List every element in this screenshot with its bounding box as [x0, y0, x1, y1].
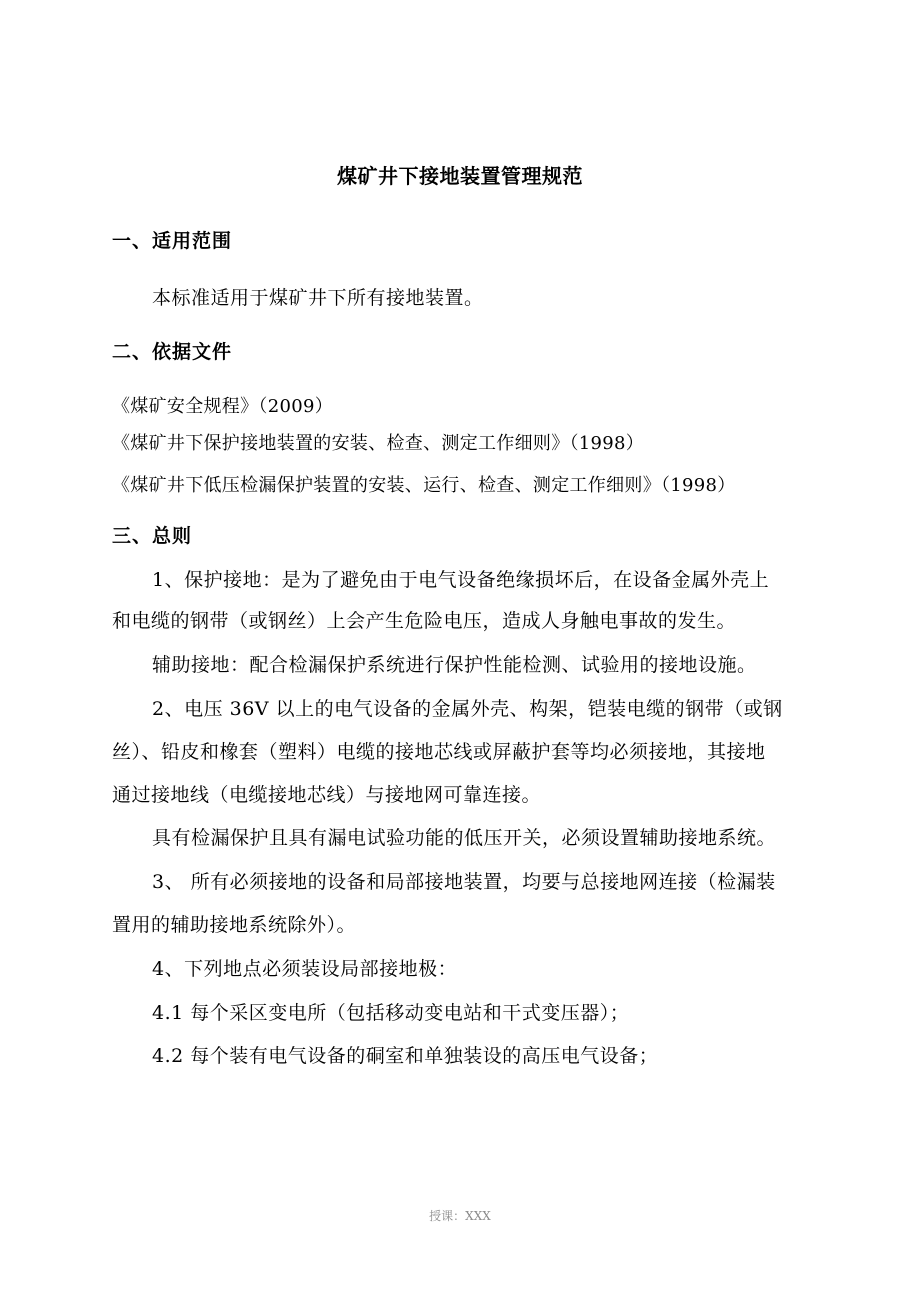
general-paragraph-line: 置用的辅助接地系统除外）。	[112, 914, 357, 936]
page-footer: 授课：XXX	[429, 1209, 491, 1223]
section-heading-references: 二、依据文件	[112, 341, 233, 363]
general-paragraph-line: 4、下列地点必须装设局部接地极：	[152, 958, 458, 980]
general-paragraph-line: 具有检漏保护且具有漏电试验功能的低压开关，必须设置辅助接地系统。	[152, 827, 777, 849]
scope-paragraph: 本标准适用于煤矿井下所有接地装置。	[152, 287, 484, 309]
general-paragraph-line: 2、电压 36V 以上的电气设备的金属外壳、构架，铠装电缆的钢带（或钢	[152, 698, 783, 720]
reference-item: 《煤矿井下保护接地装置的安装、检查、测定工作细则》（1998）	[112, 433, 645, 454]
document-title: 煤矿井下接地装置管理规范	[337, 164, 583, 188]
general-paragraph-line: 4.2 每个装有电气设备的硐室和单独装设的高压电气设备；	[152, 1045, 659, 1067]
general-paragraph-line: 3、 所有必须接地的设备和局部接地装置，均要与总接地网连接（检漏装	[152, 871, 776, 893]
general-paragraph-line: 通过接地线（电缆接地芯线）与接地网可靠连接。	[112, 784, 542, 806]
section-heading-scope: 一、适用范围	[112, 230, 233, 252]
general-paragraph-line: 和电缆的钢带（或钢丝）上会产生危险电压，造成人身触电事故的发生。	[112, 610, 737, 632]
reference-item: 《煤矿安全规程》（2009）	[112, 396, 334, 417]
general-paragraph-line: 辅助接地：配合检漏保护系统进行保护性能检测、试验用的接地设施。	[152, 654, 757, 676]
section-heading-general: 三、总则	[112, 525, 193, 547]
general-paragraph-line: 4.1 每个采区变电所（包括移动变电站和干式变压器）；	[152, 1002, 630, 1024]
reference-item: 《煤矿井下低压检漏保护装置的安装、运行、检查、测定工作细则》（1998）	[112, 475, 736, 496]
general-paragraph-line: 1、保护接地：是为了避免由于电气设备绝缘损坏后，在设备金属外壳上	[152, 569, 770, 591]
general-paragraph-line: 丝）、铅皮和橡套（塑料）电缆的接地芯线或屏蔽护套等均必须接地，其接地	[112, 741, 766, 763]
